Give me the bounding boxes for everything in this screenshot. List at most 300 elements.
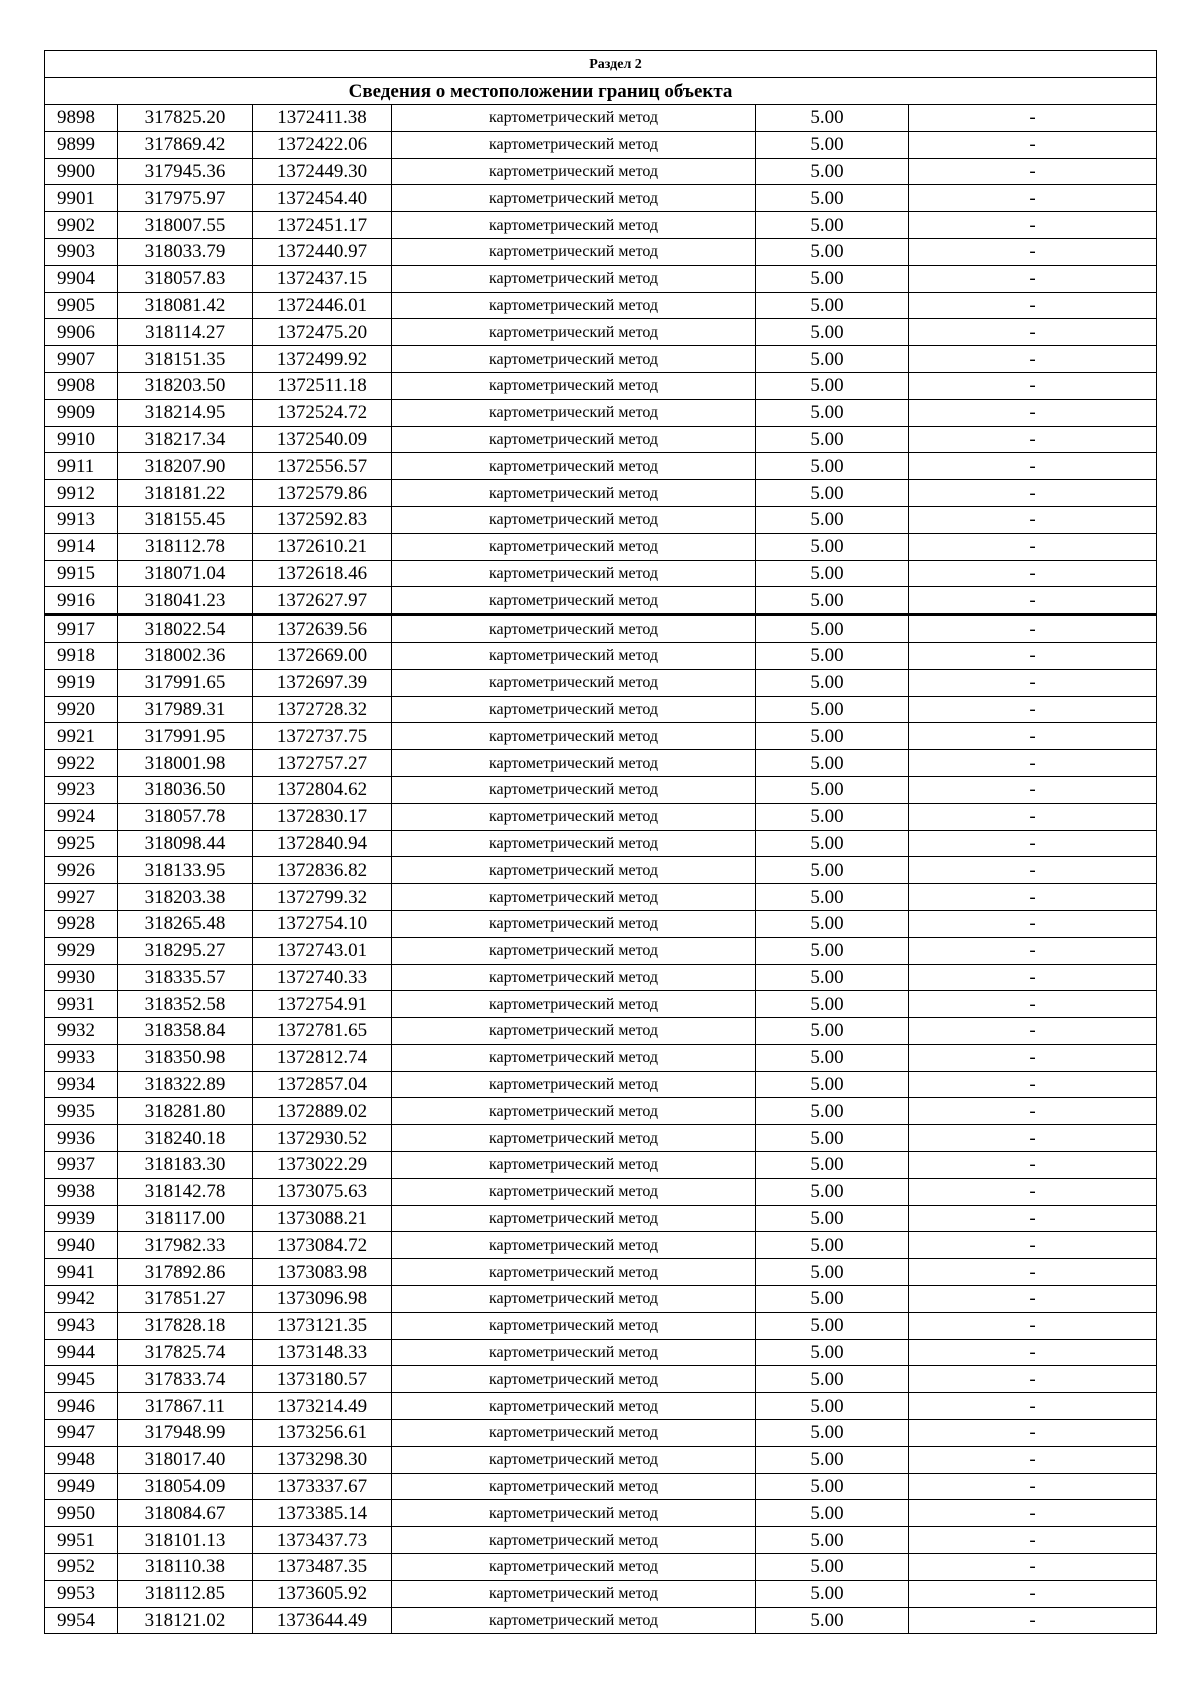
coord-x-cell: 318203.38 — [118, 884, 253, 911]
point-number-cell: 9918 — [45, 642, 118, 669]
coord-x-cell: 317851.27 — [118, 1286, 253, 1313]
point-number-cell: 9934 — [45, 1071, 118, 1098]
point-number-cell: 9913 — [45, 506, 118, 533]
point-number-cell: 9908 — [45, 372, 118, 399]
coord-x-cell: 318117.00 — [118, 1205, 253, 1232]
accuracy-cell: 5.00 — [756, 346, 909, 373]
method-cell: картометрический метод — [392, 1232, 756, 1259]
coord-y-cell: 1372579.86 — [253, 480, 392, 507]
point-number-cell: 9943 — [45, 1312, 118, 1339]
accuracy-cell: 5.00 — [756, 131, 909, 158]
method-cell: картометрический метод — [392, 372, 756, 399]
accuracy-cell: 5.00 — [756, 1152, 909, 1179]
accuracy-cell: 5.00 — [756, 615, 909, 643]
method-cell: картометрический метод — [392, 1044, 756, 1071]
coord-y-cell: 1372446.01 — [253, 292, 392, 319]
note-cell: - — [909, 937, 1157, 964]
note-cell: - — [909, 803, 1157, 830]
point-number-cell: 9912 — [45, 480, 118, 507]
accuracy-cell: 5.00 — [756, 910, 909, 937]
coord-y-cell: 1373121.35 — [253, 1312, 392, 1339]
coord-x-cell: 317828.18 — [118, 1312, 253, 1339]
note-cell: - — [909, 1366, 1157, 1393]
coord-x-cell: 318151.35 — [118, 346, 253, 373]
point-number-cell: 9947 — [45, 1420, 118, 1447]
note-cell: - — [909, 1018, 1157, 1045]
coord-x-cell: 318240.18 — [118, 1125, 253, 1152]
note-cell: - — [909, 1312, 1157, 1339]
accuracy-cell: 5.00 — [756, 1232, 909, 1259]
coord-y-cell: 1373605.92 — [253, 1580, 392, 1607]
method-cell: картометрический метод — [392, 884, 756, 911]
coord-x-cell: 318114.27 — [118, 319, 253, 346]
point-number-cell: 9906 — [45, 319, 118, 346]
table-row — [45, 1339, 1157, 1366]
note-cell: - — [909, 346, 1157, 373]
method-cell: картометрический метод — [392, 185, 756, 212]
method-cell: картометрический метод — [392, 857, 756, 884]
coord-y-cell: 1372511.18 — [253, 372, 392, 399]
table-row — [45, 1500, 1157, 1527]
point-number-cell: 9952 — [45, 1554, 118, 1581]
method-cell: картометрический метод — [392, 937, 756, 964]
coord-x-cell: 318057.78 — [118, 803, 253, 830]
table-row — [45, 669, 1157, 696]
method-cell: картометрический метод — [392, 1500, 756, 1527]
method-cell: картометрический метод — [392, 1366, 756, 1393]
table-row — [45, 265, 1157, 292]
point-number-cell: 9907 — [45, 346, 118, 373]
coord-y-cell: 1372449.30 — [253, 158, 392, 185]
method-cell: картометрический метод — [392, 1473, 756, 1500]
table-row — [45, 1286, 1157, 1313]
accuracy-cell: 5.00 — [756, 884, 909, 911]
table-title: Сведения о местоположении границ объекта — [45, 78, 1157, 105]
coord-x-cell: 318054.09 — [118, 1473, 253, 1500]
method-cell: картометрический метод — [392, 105, 756, 132]
point-number-cell: 9909 — [45, 399, 118, 426]
coord-y-cell: 1372728.32 — [253, 696, 392, 723]
note-cell: - — [909, 158, 1157, 185]
table-row — [45, 884, 1157, 911]
note-cell: - — [909, 1286, 1157, 1313]
note-cell: - — [909, 776, 1157, 803]
point-number-cell: 9940 — [45, 1232, 118, 1259]
coord-x-cell: 318057.83 — [118, 265, 253, 292]
note-cell: - — [909, 884, 1157, 911]
point-number-cell: 9932 — [45, 1018, 118, 1045]
point-number-cell: 9928 — [45, 910, 118, 937]
coord-y-cell: 1372499.92 — [253, 346, 392, 373]
method-cell: картометрический метод — [392, 642, 756, 669]
table-row — [45, 991, 1157, 1018]
table-row — [45, 803, 1157, 830]
coord-x-cell: 317948.99 — [118, 1420, 253, 1447]
note-cell: - — [909, 105, 1157, 132]
coord-x-cell: 318022.54 — [118, 615, 253, 643]
point-number-cell: 9942 — [45, 1286, 118, 1313]
method-cell: картометрический метод — [392, 346, 756, 373]
method-cell: картометрический метод — [392, 212, 756, 239]
point-number-cell: 9933 — [45, 1044, 118, 1071]
coord-y-cell: 1373644.49 — [253, 1607, 392, 1634]
accuracy-cell: 5.00 — [756, 1420, 909, 1447]
point-number-cell: 9899 — [45, 131, 118, 158]
coord-y-cell: 1372437.15 — [253, 265, 392, 292]
coord-y-cell: 1372697.39 — [253, 669, 392, 696]
table-row — [45, 1125, 1157, 1152]
table-row — [45, 1178, 1157, 1205]
coord-x-cell: 318358.84 — [118, 1018, 253, 1045]
point-number-cell: 9924 — [45, 803, 118, 830]
note-cell: - — [909, 1607, 1157, 1634]
method-cell: картометрический метод — [392, 1178, 756, 1205]
section-row — [45, 51, 1157, 78]
table-row — [45, 319, 1157, 346]
method-cell: картометрический метод — [392, 669, 756, 696]
table-row — [45, 1580, 1157, 1607]
table-row — [45, 642, 1157, 669]
point-number-cell: 9911 — [45, 453, 118, 480]
table-row — [45, 1044, 1157, 1071]
accuracy-cell: 5.00 — [756, 1580, 909, 1607]
accuracy-cell: 5.00 — [756, 1286, 909, 1313]
coord-y-cell: 1372627.97 — [253, 587, 392, 615]
table-row — [45, 533, 1157, 560]
coord-y-cell: 1372422.06 — [253, 131, 392, 158]
accuracy-cell: 5.00 — [756, 964, 909, 991]
method-cell: картометрический метод — [392, 750, 756, 777]
table-row — [45, 1018, 1157, 1045]
method-cell: картометрический метод — [392, 1446, 756, 1473]
point-number-cell: 9937 — [45, 1152, 118, 1179]
accuracy-cell: 5.00 — [756, 1607, 909, 1634]
accuracy-cell: 5.00 — [756, 158, 909, 185]
coord-x-cell: 318207.90 — [118, 453, 253, 480]
method-cell: картометрический метод — [392, 426, 756, 453]
coord-y-cell: 1373256.61 — [253, 1420, 392, 1447]
table-row — [45, 1366, 1157, 1393]
point-number-cell: 9951 — [45, 1527, 118, 1554]
coord-x-cell: 318081.42 — [118, 292, 253, 319]
note-cell: - — [909, 131, 1157, 158]
table-row — [45, 750, 1157, 777]
table-row — [45, 560, 1157, 587]
accuracy-cell: 5.00 — [756, 937, 909, 964]
method-cell: картометрический метод — [392, 506, 756, 533]
accuracy-cell: 5.00 — [756, 1366, 909, 1393]
method-cell: картометрический метод — [392, 480, 756, 507]
table-row — [45, 158, 1157, 185]
note-cell: - — [909, 372, 1157, 399]
coord-x-cell: 318183.30 — [118, 1152, 253, 1179]
table-row — [45, 964, 1157, 991]
coord-y-cell: 1372754.91 — [253, 991, 392, 1018]
point-number-cell: 9949 — [45, 1473, 118, 1500]
accuracy-cell: 5.00 — [756, 1339, 909, 1366]
accuracy-cell: 5.00 — [756, 238, 909, 265]
coord-x-cell: 318121.02 — [118, 1607, 253, 1634]
accuracy-cell: 5.00 — [756, 750, 909, 777]
method-cell: картометрический метод — [392, 399, 756, 426]
point-number-cell: 9925 — [45, 830, 118, 857]
note-cell: - — [909, 910, 1157, 937]
method-cell: картометрический метод — [392, 1259, 756, 1286]
accuracy-cell: 5.00 — [756, 857, 909, 884]
coord-y-cell: 1372475.20 — [253, 319, 392, 346]
note-cell: - — [909, 750, 1157, 777]
note-cell: - — [909, 1125, 1157, 1152]
note-cell: - — [909, 426, 1157, 453]
point-number-cell: 9917 — [45, 615, 118, 643]
coord-x-cell: 318071.04 — [118, 560, 253, 587]
table-row — [45, 399, 1157, 426]
accuracy-cell: 5.00 — [756, 265, 909, 292]
note-cell: - — [909, 587, 1157, 615]
accuracy-cell: 5.00 — [756, 1178, 909, 1205]
note-cell: - — [909, 1580, 1157, 1607]
accuracy-cell: 5.00 — [756, 105, 909, 132]
table-row — [45, 1393, 1157, 1420]
coord-x-cell: 317975.97 — [118, 185, 253, 212]
accuracy-cell: 5.00 — [756, 776, 909, 803]
point-number-cell: 9903 — [45, 238, 118, 265]
accuracy-cell: 5.00 — [756, 1500, 909, 1527]
note-cell: - — [909, 1420, 1157, 1447]
coord-x-cell: 317867.11 — [118, 1393, 253, 1420]
table-row — [45, 185, 1157, 212]
coord-x-cell: 318335.57 — [118, 964, 253, 991]
note-cell: - — [909, 185, 1157, 212]
method-cell: картометрический метод — [392, 964, 756, 991]
accuracy-cell: 5.00 — [756, 319, 909, 346]
coord-y-cell: 1372804.62 — [253, 776, 392, 803]
table-row — [45, 105, 1157, 132]
coord-x-cell: 318002.36 — [118, 642, 253, 669]
coord-x-cell: 317991.95 — [118, 723, 253, 750]
method-cell: картометрический метод — [392, 803, 756, 830]
coord-y-cell: 1372754.10 — [253, 910, 392, 937]
accuracy-cell: 5.00 — [756, 480, 909, 507]
note-cell: - — [909, 292, 1157, 319]
coord-y-cell: 1372618.46 — [253, 560, 392, 587]
method-cell: картометрический метод — [392, 587, 756, 615]
table-row — [45, 346, 1157, 373]
method-cell: картометрический метод — [392, 1393, 756, 1420]
accuracy-cell: 5.00 — [756, 696, 909, 723]
method-cell: картометрический метод — [392, 453, 756, 480]
point-number-cell: 9954 — [45, 1607, 118, 1634]
table-row — [45, 292, 1157, 319]
note-cell: - — [909, 723, 1157, 750]
note-cell: - — [909, 964, 1157, 991]
accuracy-cell: 5.00 — [756, 292, 909, 319]
table-row — [45, 696, 1157, 723]
coord-x-cell: 317892.86 — [118, 1259, 253, 1286]
point-number-cell: 9927 — [45, 884, 118, 911]
point-number-cell: 9936 — [45, 1125, 118, 1152]
accuracy-cell: 5.00 — [756, 453, 909, 480]
note-cell: - — [909, 238, 1157, 265]
table-row — [45, 131, 1157, 158]
coord-x-cell: 317982.33 — [118, 1232, 253, 1259]
coord-y-cell: 1372836.82 — [253, 857, 392, 884]
method-cell: картометрический метод — [392, 1125, 756, 1152]
coord-x-cell: 318295.27 — [118, 937, 253, 964]
coord-y-cell: 1373096.98 — [253, 1286, 392, 1313]
coord-x-cell: 318322.89 — [118, 1071, 253, 1098]
accuracy-cell: 5.00 — [756, 830, 909, 857]
point-number-cell: 9926 — [45, 857, 118, 884]
section-label: Раздел 2 — [45, 51, 1157, 78]
method-cell: картометрический метод — [392, 533, 756, 560]
note-cell: - — [909, 1205, 1157, 1232]
method-cell: картометрический метод — [392, 1098, 756, 1125]
note-cell: - — [909, 1071, 1157, 1098]
coord-x-cell: 318203.50 — [118, 372, 253, 399]
coord-y-cell: 1372812.74 — [253, 1044, 392, 1071]
note-cell: - — [909, 1178, 1157, 1205]
point-number-cell: 9902 — [45, 212, 118, 239]
coord-x-cell: 318033.79 — [118, 238, 253, 265]
coord-y-cell: 1373437.73 — [253, 1527, 392, 1554]
coord-y-cell: 1372740.33 — [253, 964, 392, 991]
table-row — [45, 587, 1157, 615]
table-row — [45, 830, 1157, 857]
accuracy-cell: 5.00 — [756, 1205, 909, 1232]
accuracy-cell: 5.00 — [756, 506, 909, 533]
coord-x-cell: 318098.44 — [118, 830, 253, 857]
accuracy-cell: 5.00 — [756, 1393, 909, 1420]
table-row — [45, 1232, 1157, 1259]
table-row — [45, 1098, 1157, 1125]
table-row — [45, 1312, 1157, 1339]
coord-x-cell: 318133.95 — [118, 857, 253, 884]
method-cell: картометрический метод — [392, 238, 756, 265]
table-row — [45, 1205, 1157, 1232]
point-number-cell: 9935 — [45, 1098, 118, 1125]
accuracy-cell: 5.00 — [756, 185, 909, 212]
point-number-cell: 9938 — [45, 1178, 118, 1205]
accuracy-cell: 5.00 — [756, 991, 909, 1018]
coord-y-cell: 1373088.21 — [253, 1205, 392, 1232]
point-number-cell: 9923 — [45, 776, 118, 803]
note-cell: - — [909, 991, 1157, 1018]
coord-y-cell: 1373148.33 — [253, 1339, 392, 1366]
coord-x-cell: 318017.40 — [118, 1446, 253, 1473]
coord-y-cell: 1372669.00 — [253, 642, 392, 669]
point-number-cell: 9945 — [45, 1366, 118, 1393]
accuracy-cell: 5.00 — [756, 803, 909, 830]
note-cell: - — [909, 1500, 1157, 1527]
coordinates-table — [44, 50, 1157, 1634]
accuracy-cell: 5.00 — [756, 372, 909, 399]
coord-x-cell: 318350.98 — [118, 1044, 253, 1071]
coord-y-cell: 1372411.38 — [253, 105, 392, 132]
accuracy-cell: 5.00 — [756, 1259, 909, 1286]
table-row — [45, 937, 1157, 964]
coord-y-cell: 1373337.67 — [253, 1473, 392, 1500]
note-cell: - — [909, 857, 1157, 884]
accuracy-cell: 5.00 — [756, 642, 909, 669]
table-row — [45, 238, 1157, 265]
coord-x-cell: 317989.31 — [118, 696, 253, 723]
accuracy-cell: 5.00 — [756, 533, 909, 560]
note-cell: - — [909, 615, 1157, 643]
coord-x-cell: 318112.85 — [118, 1580, 253, 1607]
coord-x-cell: 317945.36 — [118, 158, 253, 185]
point-number-cell: 9910 — [45, 426, 118, 453]
coord-y-cell: 1373084.72 — [253, 1232, 392, 1259]
method-cell: картометрический метод — [392, 1607, 756, 1634]
coord-y-cell: 1372556.57 — [253, 453, 392, 480]
table-row — [45, 372, 1157, 399]
point-number-cell: 9900 — [45, 158, 118, 185]
table-row — [45, 1527, 1157, 1554]
point-number-cell: 9944 — [45, 1339, 118, 1366]
coord-y-cell: 1372757.27 — [253, 750, 392, 777]
note-cell: - — [909, 212, 1157, 239]
boundary-coordinates-sheet — [44, 50, 1156, 1634]
accuracy-cell: 5.00 — [756, 723, 909, 750]
accuracy-cell: 5.00 — [756, 560, 909, 587]
coord-y-cell: 1372592.83 — [253, 506, 392, 533]
table-row — [45, 910, 1157, 937]
coord-x-cell: 318265.48 — [118, 910, 253, 937]
coord-x-cell: 318084.67 — [118, 1500, 253, 1527]
coord-y-cell: 1372857.04 — [253, 1071, 392, 1098]
coord-x-cell: 318352.58 — [118, 991, 253, 1018]
coord-x-cell: 317833.74 — [118, 1366, 253, 1393]
method-cell: картометрический метод — [392, 1527, 756, 1554]
coord-y-cell: 1372451.17 — [253, 212, 392, 239]
accuracy-cell: 5.00 — [756, 1312, 909, 1339]
coord-y-cell: 1372454.40 — [253, 185, 392, 212]
table-row — [45, 1259, 1157, 1286]
note-cell: - — [909, 319, 1157, 346]
coord-y-cell: 1372639.56 — [253, 615, 392, 643]
coord-x-cell: 318101.13 — [118, 1527, 253, 1554]
note-cell: - — [909, 1044, 1157, 1071]
note-cell: - — [909, 399, 1157, 426]
note-cell: - — [909, 1232, 1157, 1259]
note-cell: - — [909, 1393, 1157, 1420]
method-cell: картометрический метод — [392, 615, 756, 643]
coord-y-cell: 1373075.63 — [253, 1178, 392, 1205]
coord-y-cell: 1373487.35 — [253, 1554, 392, 1581]
table-row — [45, 615, 1157, 643]
note-cell: - — [909, 642, 1157, 669]
accuracy-cell: 5.00 — [756, 1098, 909, 1125]
point-number-cell: 9921 — [45, 723, 118, 750]
accuracy-cell: 5.00 — [756, 1527, 909, 1554]
coord-y-cell: 1372610.21 — [253, 533, 392, 560]
table-row — [45, 480, 1157, 507]
coord-x-cell: 317991.65 — [118, 669, 253, 696]
method-cell: картометрический метод — [392, 158, 756, 185]
coord-x-cell: 318142.78 — [118, 1178, 253, 1205]
coord-x-cell: 318036.50 — [118, 776, 253, 803]
point-number-cell: 9916 — [45, 587, 118, 615]
coord-y-cell: 1373022.29 — [253, 1152, 392, 1179]
accuracy-cell: 5.00 — [756, 1125, 909, 1152]
note-cell: - — [909, 265, 1157, 292]
accuracy-cell: 5.00 — [756, 1044, 909, 1071]
point-number-cell: 9914 — [45, 533, 118, 560]
accuracy-cell: 5.00 — [756, 587, 909, 615]
table-row — [45, 1071, 1157, 1098]
note-cell: - — [909, 1098, 1157, 1125]
